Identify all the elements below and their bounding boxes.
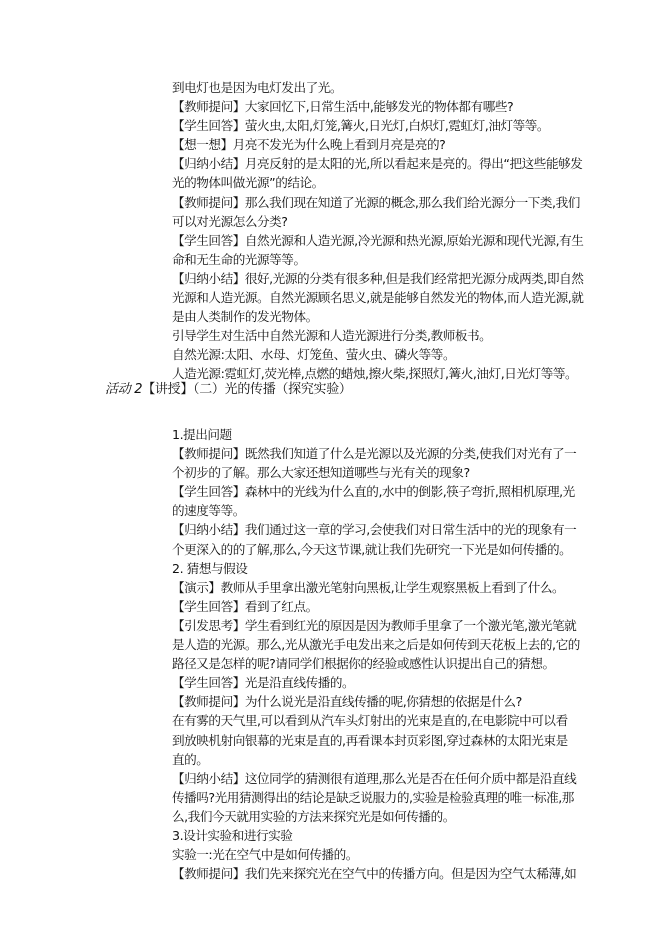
text-line: 到电灯也是因为电灯发出了光。 <box>172 80 343 95</box>
text-line: 3.设计实验和进行实验 <box>172 827 293 843</box>
text-line: 【引发思考】学生看到红光的原因是因为教师手里拿了一个激光笔,激光笔就 <box>172 617 577 633</box>
text-line: 是人造的光源。那么,光从激光手电发出来之后是如何传到天花板上去的,它的 <box>172 637 580 653</box>
text-line: 实验一:光在空气中是如何传播的。 <box>172 847 358 863</box>
text-line: 【学生回答】看到了红点。 <box>172 598 318 614</box>
text-line: 的速度等等。 <box>172 503 245 519</box>
text-line: 2. 猜想与假设 <box>172 560 248 576</box>
text-line: 个更深入的的了解,那么,今天这节课,就让我们先研究一下光是如何传播的。 <box>172 541 572 557</box>
text-line: 1.提出问题 <box>172 427 232 442</box>
text-line: 【教师提问】那么我们现在知道了光源的概念,那么我们给光源分一下类,我们 <box>172 194 580 210</box>
text-line: 人造光源:霓虹灯,荧光棒,点燃的蜡烛,擦火柴,探照灯,篝火,油灯,日光灯等等。 <box>172 366 578 382</box>
text-line: 可以对光源怎么分类? <box>172 213 288 229</box>
activity-heading <box>105 380 352 400</box>
text-line: 【教师提问】为什么说光是沿直线传播的呢,你猜想的依据是什么? <box>172 694 522 710</box>
text-line: 【归纳小结】这位同学的猜测很有道理,那么光是否在任何介质中都是沿直线 <box>172 770 577 786</box>
text-line: 【归纳小结】月亮反射的是太阳的光,所以看起来是亮的。得出“把这些能够发 <box>172 156 583 172</box>
text-line: 路径又是怎样的呢?请同学们根据你的经验或感性认识提出自己的猜想。 <box>172 656 555 672</box>
text-line: 光的物体叫做光源”的结论。 <box>172 175 324 191</box>
text-line: 【教师提问】既然我们知道了什么是光源以及光源的分类,使我们对光有了一 <box>172 446 577 462</box>
activity-title: 【讲授】（二）光的传播（探究实验） <box>142 382 352 397</box>
text-line: 【教师提问】大家回忆下,日常生活中,能够发光的物体都有哪些? <box>172 99 514 115</box>
section-light-sources <box>172 78 584 384</box>
text-line: 【演示】教师从手里拿出激光笔射向黑板,让学生观察黑板上看到了什么。 <box>172 579 565 595</box>
text-line: 是由人类制作的发光物体。 <box>172 309 318 325</box>
text-line: 【学生回答】自然光源和人造光源,冷光源和热光源,原始光源和现代光源,有生 <box>172 232 584 248</box>
text-line: 直的。 <box>172 751 209 767</box>
text-line: 在有雾的天气里,可以看到从汽车头灯射出的光束是直的,在电影院中可以看 <box>172 713 568 729</box>
section-light-propagation <box>172 425 580 883</box>
text-line: 引导学生对生活中自然光源和人造光源进行分类,教师板书。 <box>172 328 492 344</box>
text-line: 命和无生命的光源等等。 <box>172 251 306 267</box>
text-line: 传播吗?光用猜测得出的结论是缺乏说服力的,实验是检验真理的唯一标准,那 <box>172 789 574 805</box>
text-line: 个初步的了解。那么大家还想知道哪些与光有关的现象? <box>172 465 470 481</box>
text-line: 光源和人造光源。自然光源顾名思义,就是能够自然发光的物体,而人造光源,就 <box>172 290 584 306</box>
text-line: 【学生回答】森林中的光线为什么直的,水中的倒影,筷子弯折,照相机原理,光 <box>172 484 575 500</box>
text-line: 【教师提问】我们先来探究光在空气中的传播方向。但是因为空气太稀薄,如 <box>172 866 577 882</box>
text-line: 【想一想】月亮不发光为什么晚上看到月亮是亮的? <box>172 137 446 153</box>
text-line: 么,我们今天就用实验的方法来探究光是如何传播的。 <box>172 808 455 824</box>
text-line: 【学生回答】萤火虫,太阳,灯笼,篝火,日光灯,白炽灯,霓虹灯,油灯等等。 <box>172 118 550 134</box>
text-line: 【归纳小结】我们通过这一章的学习,会使我们对日常生活中的光的现象有一 <box>172 522 577 538</box>
text-line: 【学生回答】光是沿直线传播的。 <box>172 675 355 691</box>
text-line: 自然光源:太阳、水母、灯笼鱼、萤火虫、磷火等等。 <box>172 347 456 363</box>
text-line: 【归纳小结】很好,光源的分类有很多种,但是我们经常把光源分成两类,即自然 <box>172 270 584 286</box>
text-line: 到放映机射向银幕的光束是直的,再看课本封页彩图,穿过森林的太阳光束是 <box>172 732 568 748</box>
activity-number: 活动 2 <box>105 382 143 397</box>
